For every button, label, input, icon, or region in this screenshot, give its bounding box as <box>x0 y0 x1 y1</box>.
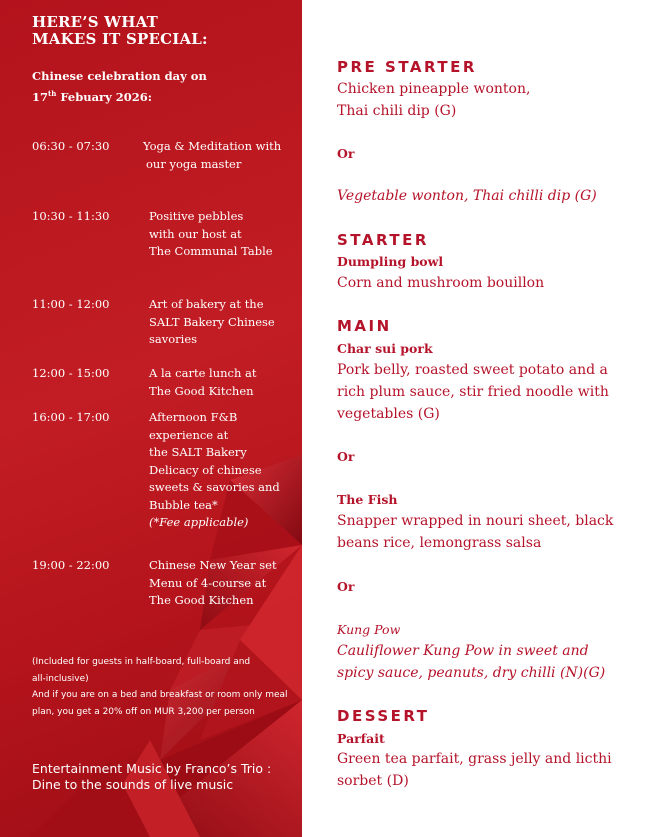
inclusion-note <box>32 654 288 720</box>
special-heading-line-1: HERE’S WHAT <box>32 13 158 31</box>
schedule-time: 10:30 - 11:30 <box>32 209 110 223</box>
main-dish-3-name: Kung Pow <box>337 622 401 637</box>
schedule-line: the SALT Bakery <box>149 445 247 459</box>
schedule-line: A la carte lunch at <box>149 366 257 380</box>
schedule-description <box>149 208 273 261</box>
schedule-line: Yoga & Meditation with <box>143 139 282 153</box>
note-line: (Included for guests in half-board, full-board and <box>32 657 251 667</box>
schedule-line: Art of bakery at the <box>149 297 264 311</box>
schedule-description <box>149 365 257 400</box>
dish-line: sorbet (D) <box>337 773 409 789</box>
note-line: And if you are on a bed and breakfast or room only meal <box>32 690 288 700</box>
dish-line: Cauliflower Kung Pow in sweet and <box>337 643 589 659</box>
schedule-line: Bubble tea* <box>149 497 218 512</box>
dessert-dish-description <box>337 748 612 792</box>
dessert-heading: DESSERT <box>337 707 430 725</box>
celebration-line-2 <box>32 85 207 106</box>
celebration-day: 17 <box>32 89 49 104</box>
schedule-description <box>149 409 280 532</box>
dish-line: Green tea parfait, grass jelly and licthi <box>337 751 612 767</box>
main-dish-2-name: The Fish <box>337 492 398 507</box>
pre-starter-option-1 <box>337 78 530 122</box>
schedule-line: The Good Kitchen <box>149 593 254 607</box>
schedule-line: Positive pebbles <box>149 209 244 223</box>
pre-starter-option-2: Vegetable wonton, Thai chilli dip (G) <box>337 188 597 204</box>
dish-line: spicy sauce, peanuts, dry chilli (N)(G) <box>337 665 606 681</box>
dish-line: Pork belly, roasted sweet potato and a <box>337 362 608 378</box>
dish-line: Snapper wrapped in nouri sheet, black <box>337 513 614 529</box>
schedule-line: Delicacy of chinese <box>149 462 262 477</box>
starter-heading: STARTER <box>337 231 429 249</box>
main-dish-1-name: Char sui pork <box>337 341 433 356</box>
celebration-line-1: Chinese celebration day on <box>32 69 207 83</box>
schedule-description <box>149 296 275 349</box>
schedule-line: experience at <box>149 427 229 442</box>
special-heading <box>32 14 208 48</box>
schedule-line: The Communal Table <box>149 244 273 258</box>
schedule-description <box>149 557 277 610</box>
celebration-month-year: Febuary 2026: <box>56 89 153 104</box>
dish-line: Thai chili dip (G) <box>337 103 457 119</box>
or-divider: Or <box>337 146 355 161</box>
celebration-day-suffix: th <box>48 89 57 98</box>
dish-line: vegetables (G) <box>337 406 440 422</box>
schedule-line: Menu of 4-course at <box>149 575 267 590</box>
schedule-time: 06:30 - 07:30 <box>32 139 110 153</box>
starter-dish-name: Dumpling bowl <box>337 254 444 269</box>
celebration-date <box>32 68 207 106</box>
dish-line: Chicken pineapple wonton, <box>337 81 531 97</box>
set-menu <box>337 0 637 837</box>
schedule-line: Afternoon F&B <box>149 410 238 424</box>
main-dish-1-description <box>337 359 609 425</box>
main-dish-3-description <box>337 640 605 684</box>
entertainment-line: Entertainment Music by Franco’s Trio : <box>32 761 272 776</box>
schedule-time: 12:00 - 15:00 <box>32 366 110 380</box>
schedule-time: 11:00 - 12:00 <box>32 297 110 311</box>
schedule-line: sweets & savories and <box>149 480 280 494</box>
schedule-line: savories <box>149 332 198 346</box>
main-dish-2-description <box>337 510 613 554</box>
schedule-time: 16:00 - 17:00 <box>32 410 110 424</box>
schedule-line: our yoga master <box>146 156 242 171</box>
schedule-line: The Good Kitchen <box>149 383 254 398</box>
entertainment-note <box>32 761 271 793</box>
main-heading: MAIN <box>337 317 392 335</box>
note-line: all-inclusive) <box>32 673 89 684</box>
note-line: plan, you get a 20% off on MUR 3,200 per person <box>32 706 255 717</box>
pre-starter-heading: PRE STARTER <box>337 58 477 76</box>
schedule-line: SALT Bakery Chinese <box>149 314 275 329</box>
schedule-panel <box>0 0 302 837</box>
dish-line: beans rice, lemongrass salsa <box>337 535 542 551</box>
schedule-time: 19:00 - 22:00 <box>32 558 110 572</box>
special-heading-line-2: MAKES IT SPECIAL: <box>32 30 208 48</box>
schedule-description <box>143 138 281 173</box>
fee-note: (*Fee applicable) <box>149 515 249 529</box>
entertainment-line: Dine to the sounds of live music <box>32 777 234 792</box>
or-divider: Or <box>337 579 355 594</box>
starter-dish-description: Corn and mushroom bouillon <box>337 275 545 291</box>
or-divider: Or <box>337 449 355 464</box>
dessert-dish-name: Parfait <box>337 731 385 746</box>
schedule-line: Chinese New Year set <box>149 558 277 572</box>
schedule-line: with our host at <box>149 226 242 241</box>
dish-line: rich plum sauce, stir fried noodle with <box>337 384 609 400</box>
